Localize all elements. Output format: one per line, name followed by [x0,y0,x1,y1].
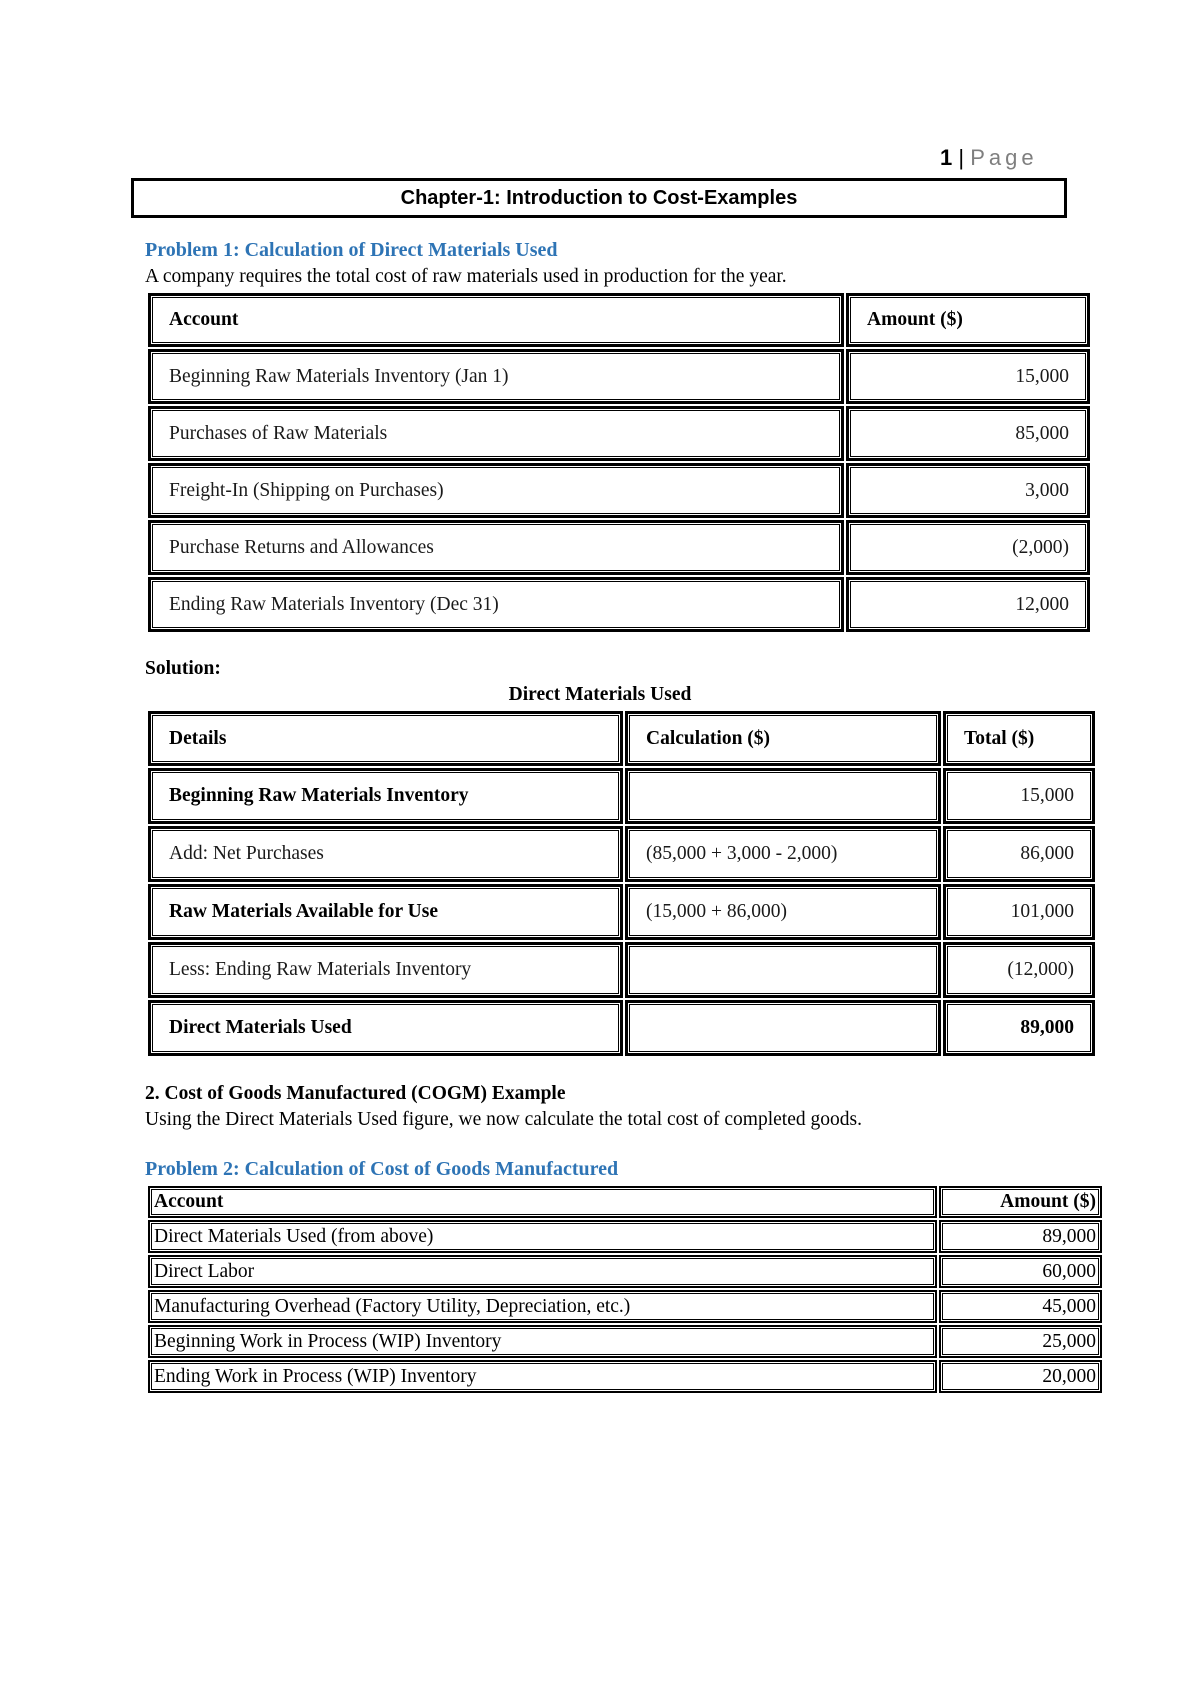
page-number-separator: | [958,145,965,170]
table-row-amount: (2,000) [846,520,1090,575]
problem1-heading: Problem 1: Calculation of Direct Materials Used [145,239,558,261]
table-row-calculation: (15,000 + 86,000) [625,884,941,940]
table-row-amount: 20,000 [939,1360,1102,1393]
table-row-account: Direct Labor [148,1255,937,1288]
table-row-amount: 15,000 [846,349,1090,404]
table-row-amount: 12,000 [846,577,1090,632]
section2-heading: 2. Cost of Goods Manufactured (COGM) Example [145,1083,566,1104]
table-row-account: Direct Materials Used (from above) [148,1220,937,1253]
table-row-details: Beginning Raw Materials Inventory [148,768,623,824]
chapter-title: Chapter-1: Introduction to Cost-Examples [131,178,1067,218]
solution-header-calculation: Calculation ($) [625,711,941,766]
table-row-calculation: (85,000 + 3,000 - 2,000) [625,826,941,882]
table-row-calculation [625,768,941,824]
solution-label: Solution: [145,658,221,679]
table-row-total: 86,000 [943,826,1095,882]
problem2-header-amount: Amount ($) [939,1186,1102,1218]
table-row-account: Ending Raw Materials Inventory (Dec 31) [148,577,844,632]
problem1-header-account: Account [148,293,844,347]
table-row-total: 15,000 [943,768,1095,824]
problem2-header-account: Account [148,1186,937,1218]
table-row-account: Purchase Returns and Allowances [148,520,844,575]
table-row-amount: 45,000 [939,1290,1102,1323]
page-number-value: 1 [940,145,953,170]
table-row-total: 101,000 [943,884,1095,940]
table-row-calculation [625,1000,941,1056]
table-row-amount: 60,000 [939,1255,1102,1288]
solution-table-title: Direct Materials Used [508,684,692,705]
table-row-details: Raw Materials Available for Use [148,884,623,940]
section2-description: Using the Direct Materials Used figure, we now calculate the total cost of completed goods. [145,1109,862,1130]
table-row-account: Freight-In (Shipping on Purchases) [148,463,844,518]
table-row-amount: 3,000 [846,463,1090,518]
table-row-details: Direct Materials Used [148,1000,623,1056]
problem1-description: A company requires the total cost of raw materials used in production for the year. [145,266,787,287]
table-row-account: Beginning Raw Materials Inventory (Jan 1) [148,349,844,404]
table-row-details: Add: Net Purchases [148,826,623,882]
table-row-calculation [625,942,941,998]
table-row-account: Manufacturing Overhead (Factory Utility, Depreciation, etc.) [148,1290,937,1323]
page-number-word: Page [970,145,1038,170]
problem2-heading: Problem 2: Calculation of Cost of Goods Manufactured [145,1158,619,1180]
solution-header-total: Total ($) [943,711,1095,766]
page-number [940,145,1060,171]
table-row-details: Less: Ending Raw Materials Inventory [148,942,623,998]
table-row-total: (12,000) [943,942,1095,998]
problem1-header-amount: Amount ($) [846,293,1090,347]
table-row-amount: 25,000 [939,1325,1102,1358]
table-row-amount: 85,000 [846,406,1090,461]
solution-header-details: Details [148,711,623,766]
table-row-total: 89,000 [943,1000,1095,1056]
table-row-amount: 89,000 [939,1220,1102,1253]
table-row-account: Purchases of Raw Materials [148,406,844,461]
table-row-account: Ending Work in Process (WIP) Inventory [148,1360,937,1393]
table-row-account: Beginning Work in Process (WIP) Inventory [148,1325,937,1358]
